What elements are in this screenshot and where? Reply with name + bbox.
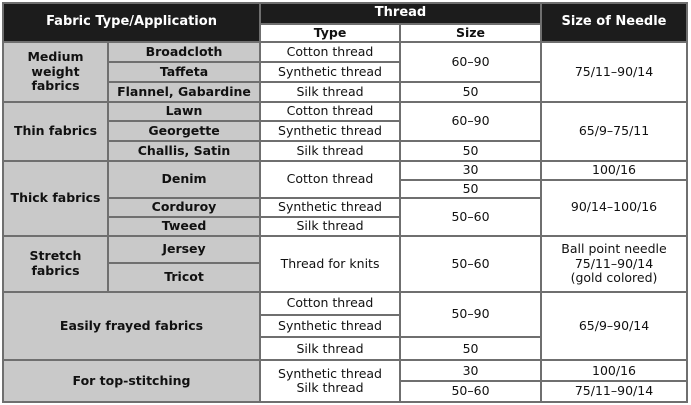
needle-size-cell: 75/11–90/14: [542, 43, 686, 100]
fabric-cell: Tweed: [109, 218, 259, 235]
thread-size-cell: 30: [401, 162, 540, 179]
thread-type-cell: [261, 361, 399, 401]
header-size: Size: [401, 25, 540, 42]
needle-line: Ball point needle: [561, 241, 667, 257]
category-cell: Easily frayed fabrics: [4, 293, 259, 360]
category-cell: Thin fabrics: [4, 103, 107, 160]
thread-type-cell: Cotton thread: [261, 162, 399, 197]
table-row: [4, 43, 686, 61]
table-row: [4, 361, 686, 380]
fabric-cell: Broadcloth: [109, 43, 259, 61]
needle-size-cell: 65/9–90/14: [542, 293, 686, 360]
category-cell: Medium weight fabrics: [4, 43, 107, 100]
thread-size-cell: 30: [401, 361, 540, 380]
needle-size-cell: 90/14–100/16: [542, 181, 686, 235]
fabric-cell: Georgette: [109, 122, 259, 140]
thread-size-cell: 50: [401, 338, 540, 359]
header-size-of-needle: Size of Needle: [542, 4, 686, 41]
needle-line: 75/11–90/14: [574, 255, 654, 271]
needle-size-cell: 100/16: [542, 162, 686, 179]
thread-size-cell: 50–60: [401, 237, 540, 291]
thread-type-cell: Synthetic thread: [261, 63, 399, 81]
thread-size-cell: 50: [401, 181, 540, 198]
fabric-cell: Corduroy: [109, 199, 259, 216]
fabric-cell: Challis, Satin: [109, 142, 259, 160]
fabric-cell: Tricot: [109, 264, 259, 291]
thread-size-cell: 50: [401, 142, 540, 160]
thread-size-cell: 60–90: [401, 103, 540, 140]
thread-size-cell: 50: [401, 83, 540, 101]
category-cell: Stretch fabrics: [4, 237, 107, 291]
fabric-cell: Taffeta: [109, 63, 259, 81]
fabric-cell: Lawn: [109, 103, 259, 121]
thread-type-cell: Cotton thread: [261, 103, 399, 121]
category-cell: Thick fabrics: [4, 162, 107, 235]
header-fabric-type-application: Fabric Type/Application: [4, 4, 259, 41]
fabric-cell: Flannel, Gabardine: [109, 83, 259, 101]
thread-type-cell: Cotton thread: [261, 293, 399, 314]
thread-type-line: Synthetic thread: [278, 365, 382, 381]
header-type: Type: [261, 25, 399, 42]
fabric-thread-needle-table: [2, 2, 688, 403]
table-row: [4, 237, 686, 262]
fabric-cell: Jersey: [109, 237, 259, 262]
needle-size-cell: [542, 237, 686, 291]
thread-type-cell: Synthetic thread: [261, 199, 399, 216]
header-row-1: [4, 4, 686, 23]
thread-size-cell: 50–60: [401, 382, 540, 401]
table-row: [4, 293, 686, 314]
needle-line: (gold colored): [570, 269, 658, 285]
table-row: [4, 103, 686, 121]
thread-type-cell: Silk thread: [261, 142, 399, 160]
needle-size-cell: 100/16: [542, 361, 686, 380]
thread-type-cell: Thread for knits: [261, 237, 399, 291]
needle-size-cell: 65/9–75/11: [542, 103, 686, 160]
fabric-cell: Denim: [109, 162, 259, 197]
thread-size-cell: 50–60: [401, 199, 540, 234]
thread-type-cell: Silk thread: [261, 338, 399, 359]
thread-size-cell: 50–90: [401, 293, 540, 337]
header-thread: Thread: [261, 4, 540, 23]
thread-type-line: Silk thread: [296, 380, 364, 396]
table-row: [4, 162, 686, 179]
thread-type-cell: Cotton thread: [261, 43, 399, 61]
thread-type-cell: Silk thread: [261, 83, 399, 101]
needle-size-cell: 75/11–90/14: [542, 382, 686, 401]
thread-type-cell: Synthetic thread: [261, 122, 399, 140]
thread-type-cell: Synthetic thread: [261, 316, 399, 337]
thread-size-cell: 60–90: [401, 43, 540, 80]
category-cell: For top-stitching: [4, 361, 259, 401]
thread-type-cell: Silk thread: [261, 218, 399, 235]
